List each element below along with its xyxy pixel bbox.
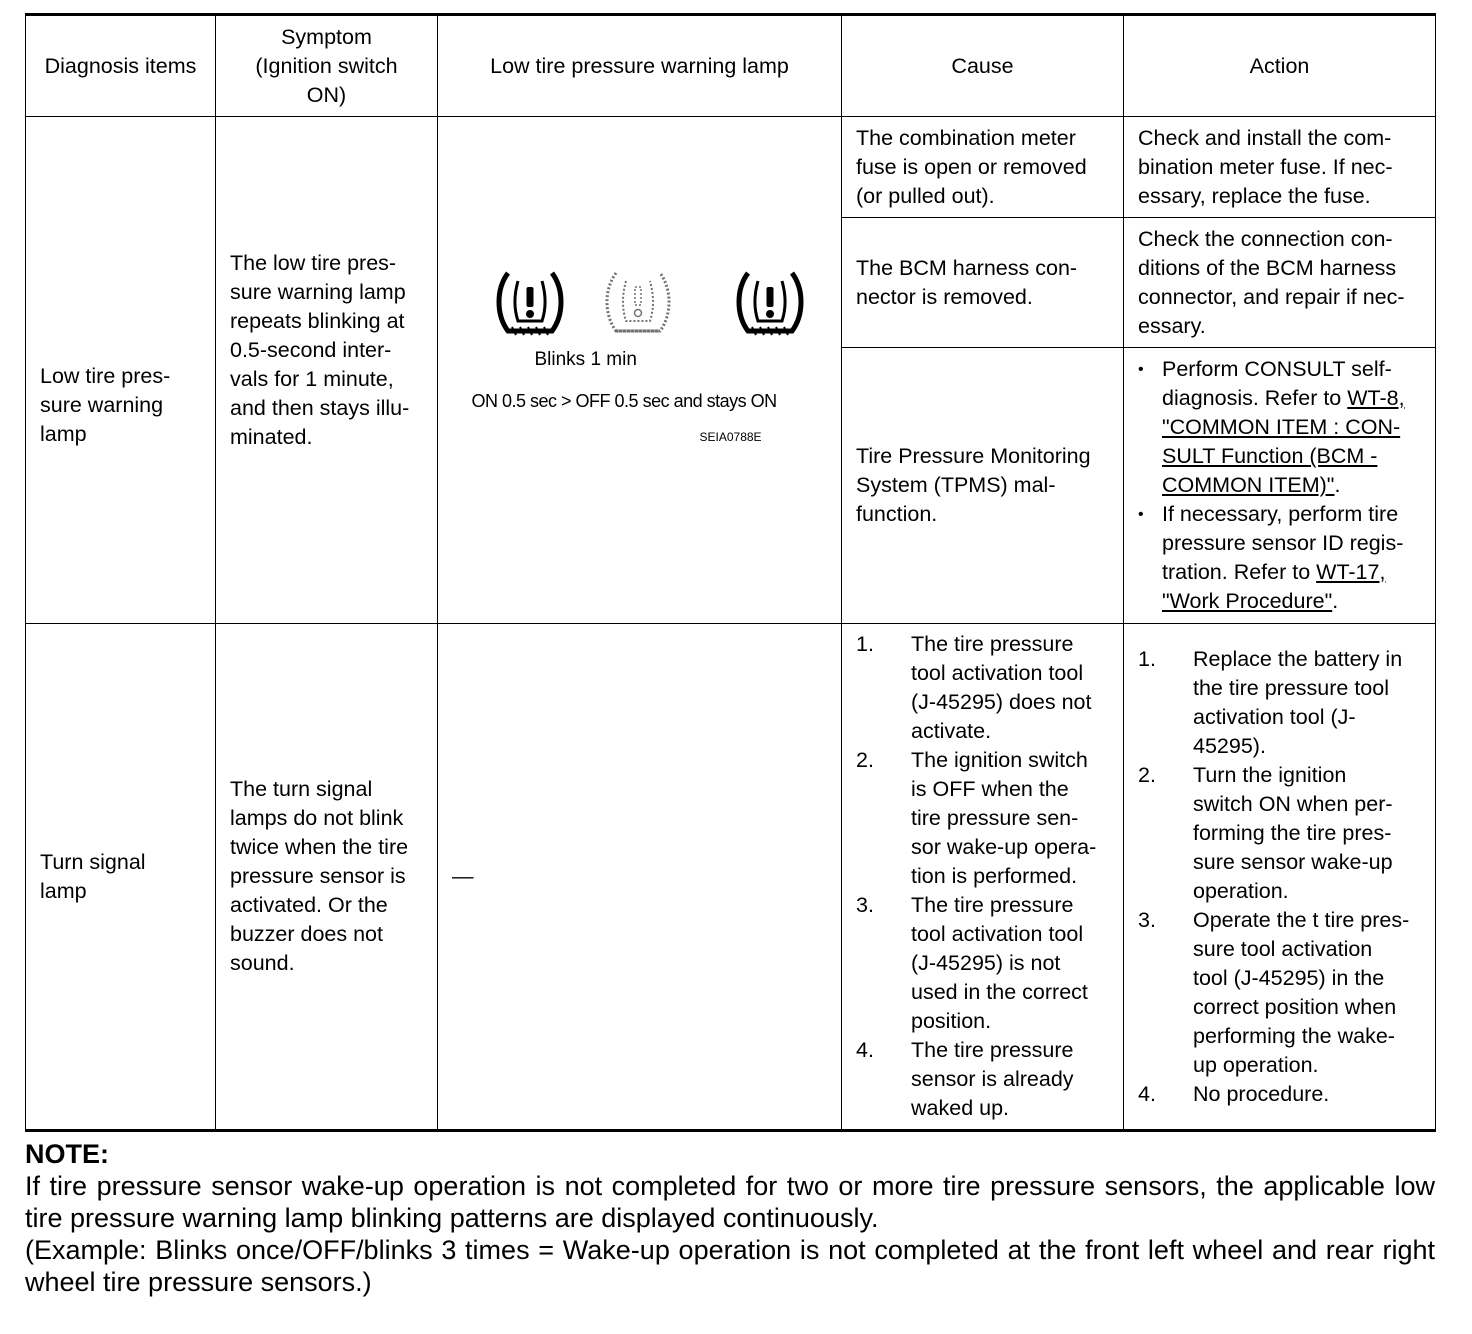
reference-link-wt8[interactable]: WT-8, bbox=[1347, 386, 1405, 410]
note-example: (Example: Blinks once/OFF/blinks 3 times = Wake-up operation is not completed at the front left wheel and rear right wheel tire pressure sensors.) bbox=[25, 1235, 1435, 1297]
blink-duration-caption: Blinks 1 min bbox=[534, 349, 637, 370]
tire-pressure-lamp-icons bbox=[450, 263, 830, 353]
action-text: pressure sensor ID regis- bbox=[1162, 531, 1404, 555]
list-text: sure sensor wake-up bbox=[1193, 849, 1393, 874]
list-text: forming the tire pres- bbox=[1193, 820, 1392, 845]
row1-action-3 bbox=[1124, 348, 1436, 624]
cause-line: (or pulled out). bbox=[856, 183, 995, 208]
row2-actions bbox=[1124, 624, 1436, 1131]
header-symptom-line1: Symptom bbox=[281, 24, 372, 49]
tire-pressure-warning-icon-off bbox=[607, 273, 669, 331]
list-item bbox=[1138, 645, 1421, 761]
list-number: 3. bbox=[856, 893, 874, 917]
row2-symptom-line: twice when the tire bbox=[230, 835, 409, 859]
reference-link-wt8[interactable]: "COMMON ITEM : CON- bbox=[1162, 415, 1401, 439]
row1-symptom-line: 0.5-second inter- bbox=[230, 337, 392, 362]
list-text: is OFF when the bbox=[911, 777, 1069, 801]
list-text: sor wake-up opera- bbox=[911, 835, 1097, 859]
action-line: connector, and repair if nec- bbox=[1138, 284, 1405, 309]
list-text: the tire pressure tool bbox=[1193, 675, 1389, 700]
list-number: 4. bbox=[1138, 1081, 1156, 1106]
table-header-row bbox=[26, 15, 1436, 117]
row1-symptom-line: sure warning lamp bbox=[230, 279, 406, 304]
row2-symptom bbox=[216, 624, 438, 1131]
list-text: The tire pressure bbox=[911, 1038, 1074, 1062]
header-symptom-line2: (Ignition switch bbox=[255, 53, 398, 78]
list-text: used in the correct bbox=[911, 980, 1088, 1004]
list-number: 2. bbox=[856, 748, 874, 772]
action-text: If necessary, perform tire bbox=[1162, 502, 1399, 526]
list-text: activate. bbox=[911, 719, 992, 743]
list-text: tire pressure sen- bbox=[911, 806, 1079, 830]
list-text: waked up. bbox=[911, 1096, 1010, 1120]
row2-lamp-dash: — bbox=[452, 864, 474, 888]
header-lamp-text: Low tire pressure warning lamp bbox=[490, 53, 789, 78]
row2-diagnosis-item bbox=[26, 624, 216, 1131]
action-text: tration. Refer to bbox=[1162, 560, 1317, 584]
list-text: (J-45295) is not bbox=[911, 951, 1061, 975]
figure-code: SEIA0788E bbox=[699, 430, 762, 444]
list-number: 2. bbox=[1138, 762, 1156, 787]
cause-numbered-list bbox=[856, 630, 1109, 1123]
list-item bbox=[1138, 355, 1421, 500]
list-item bbox=[1138, 500, 1421, 616]
tire-pressure-warning-icon bbox=[499, 273, 561, 335]
row1-symptom-line: The low tire pres- bbox=[230, 250, 397, 275]
header-lamp bbox=[438, 15, 842, 117]
table-row bbox=[26, 117, 1436, 218]
reference-link-wt8[interactable]: SULT Function (BCM - bbox=[1162, 444, 1378, 468]
row1-action-1 bbox=[1124, 117, 1436, 218]
list-text: The tire pressure bbox=[911, 893, 1074, 917]
cause-line: System (TPMS) mal- bbox=[856, 473, 1056, 497]
action-line: essary. bbox=[1138, 313, 1206, 338]
list-item bbox=[1138, 906, 1421, 1080]
list-text: sure tool activation bbox=[1193, 936, 1373, 961]
list-text: 45295). bbox=[1193, 733, 1266, 758]
row1-symptom-line: and then stays illu- bbox=[230, 395, 410, 420]
header-symptom bbox=[216, 15, 438, 117]
row1-symptom bbox=[216, 117, 438, 624]
list-item bbox=[856, 746, 1109, 891]
row1-action-2 bbox=[1124, 218, 1436, 348]
list-text: sensor is already bbox=[911, 1067, 1074, 1091]
row1-cause-1 bbox=[842, 117, 1124, 218]
blink-sequence-caption: ON 0.5 sec > OFF 0.5 sec and stays ON bbox=[471, 391, 777, 411]
row1-symptom-line: repeats blinking at bbox=[230, 308, 405, 333]
list-text: Turn the ignition bbox=[1193, 762, 1347, 787]
row2-symptom-line: The turn signal bbox=[230, 777, 373, 801]
list-text: activation tool (J- bbox=[1193, 704, 1356, 729]
action-line: essary, replace the fuse. bbox=[1138, 183, 1371, 208]
action-line: ditions of the BCM harness bbox=[1138, 255, 1397, 280]
action-text: . bbox=[1332, 589, 1339, 613]
row1-cause-3 bbox=[842, 348, 1124, 624]
row1-cause-2 bbox=[842, 218, 1124, 348]
cause-line: The combination meter bbox=[856, 125, 1076, 150]
diagnosis-table-container bbox=[25, 13, 1435, 1132]
action-bullet-list bbox=[1138, 355, 1421, 616]
row2-symptom-line: activated. Or the bbox=[230, 893, 388, 917]
tire-pressure-warning-icon bbox=[739, 273, 801, 335]
list-text: tool activation tool bbox=[911, 922, 1084, 946]
reference-link-wt17[interactable]: "Work Procedure" bbox=[1162, 589, 1333, 613]
list-text: No procedure. bbox=[1193, 1081, 1330, 1106]
row1-symptom-line: minated. bbox=[230, 424, 313, 449]
diagnosis-table bbox=[25, 13, 1436, 1132]
list-text: Replace the battery in bbox=[1193, 646, 1403, 671]
list-text: performing the wake- bbox=[1193, 1023, 1395, 1048]
list-item bbox=[856, 630, 1109, 746]
cause-line: function. bbox=[856, 502, 938, 526]
row2-lamp bbox=[438, 624, 842, 1131]
action-line: bination meter fuse. If nec- bbox=[1138, 154, 1393, 179]
header-diagnosis-items bbox=[26, 15, 216, 117]
header-cause bbox=[842, 15, 1124, 117]
row1-lamp-figure-cell bbox=[438, 117, 842, 624]
header-action-text: Action bbox=[1249, 53, 1310, 78]
reference-link-wt17[interactable]: WT-17, bbox=[1316, 560, 1386, 584]
list-text: position. bbox=[911, 1009, 992, 1033]
list-item bbox=[856, 891, 1109, 1036]
row1-item-line2: sure warning bbox=[40, 392, 164, 417]
note-paragraph: If tire pressure sensor wake-up operation is not completed for two or more tire pressure sensors, the applicable low tire pressure warning lamp blinking patterns are displayed continuously. bbox=[25, 1171, 1435, 1233]
list-text: switch ON when per- bbox=[1193, 791, 1393, 816]
list-number: 3. bbox=[1138, 907, 1156, 932]
header-symptom-line3: ON) bbox=[306, 82, 347, 107]
list-item bbox=[856, 1036, 1109, 1123]
row2-symptom-line: lamps do not blink bbox=[230, 806, 404, 830]
header-diagnosis-text: Diagnosis items bbox=[44, 53, 197, 78]
list-number: 1. bbox=[856, 632, 874, 656]
cause-line: The BCM harness con- bbox=[856, 255, 1078, 280]
row2-causes bbox=[842, 624, 1124, 1131]
list-text: tool activation tool bbox=[911, 661, 1084, 685]
header-cause-text: Cause bbox=[951, 53, 1014, 78]
list-text: operation. bbox=[1193, 878, 1289, 903]
cause-line: Tire Pressure Monitoring bbox=[856, 444, 1091, 468]
row1-diagnosis-item bbox=[26, 117, 216, 624]
cause-line: fuse is open or removed bbox=[856, 154, 1087, 179]
lamp-blink-figure bbox=[450, 263, 830, 463]
list-text: up operation. bbox=[1193, 1052, 1319, 1077]
row2-symptom-line: buzzer does not bbox=[230, 922, 383, 946]
reference-link-wt8[interactable]: COMMON ITEM)" bbox=[1162, 473, 1335, 497]
header-action bbox=[1124, 15, 1436, 117]
note-title: NOTE: bbox=[25, 1139, 109, 1169]
list-item bbox=[1138, 761, 1421, 906]
list-text: Operate the t tire pres- bbox=[1193, 907, 1410, 932]
row2-symptom-line: pressure sensor is bbox=[230, 864, 406, 888]
action-numbered-list bbox=[1138, 645, 1421, 1109]
list-text: tool (J-45295) in the bbox=[1193, 965, 1385, 990]
list-text: The ignition switch bbox=[911, 748, 1088, 772]
cause-line: nector is removed. bbox=[856, 284, 1033, 309]
action-text: diagnosis. Refer to bbox=[1162, 386, 1348, 410]
table-row bbox=[26, 624, 1436, 1131]
row1-item-line1: Low tire pres- bbox=[40, 363, 171, 388]
row2-item-line2: lamp bbox=[40, 878, 87, 903]
list-number: 4. bbox=[856, 1038, 874, 1062]
action-line: Check and install the com- bbox=[1138, 125, 1392, 150]
list-number: 1. bbox=[1138, 646, 1156, 671]
list-text: correct position when bbox=[1193, 994, 1397, 1019]
note-section bbox=[25, 1138, 1435, 1298]
row1-symptom-line: vals for 1 minute, bbox=[230, 366, 394, 391]
action-text: . bbox=[1334, 473, 1341, 497]
action-text: Perform CONSULT self- bbox=[1162, 357, 1392, 381]
row2-symptom-line: sound. bbox=[230, 951, 295, 975]
list-text: The tire pressure bbox=[911, 632, 1074, 656]
row2-item-line1: Turn signal bbox=[40, 849, 146, 874]
list-text: (J-45295) does not bbox=[911, 690, 1092, 714]
action-line: Check the connection con- bbox=[1138, 226, 1393, 251]
list-item bbox=[1138, 1080, 1421, 1109]
row1-item-line3: lamp bbox=[40, 421, 87, 446]
list-text: tion is performed. bbox=[911, 864, 1078, 888]
